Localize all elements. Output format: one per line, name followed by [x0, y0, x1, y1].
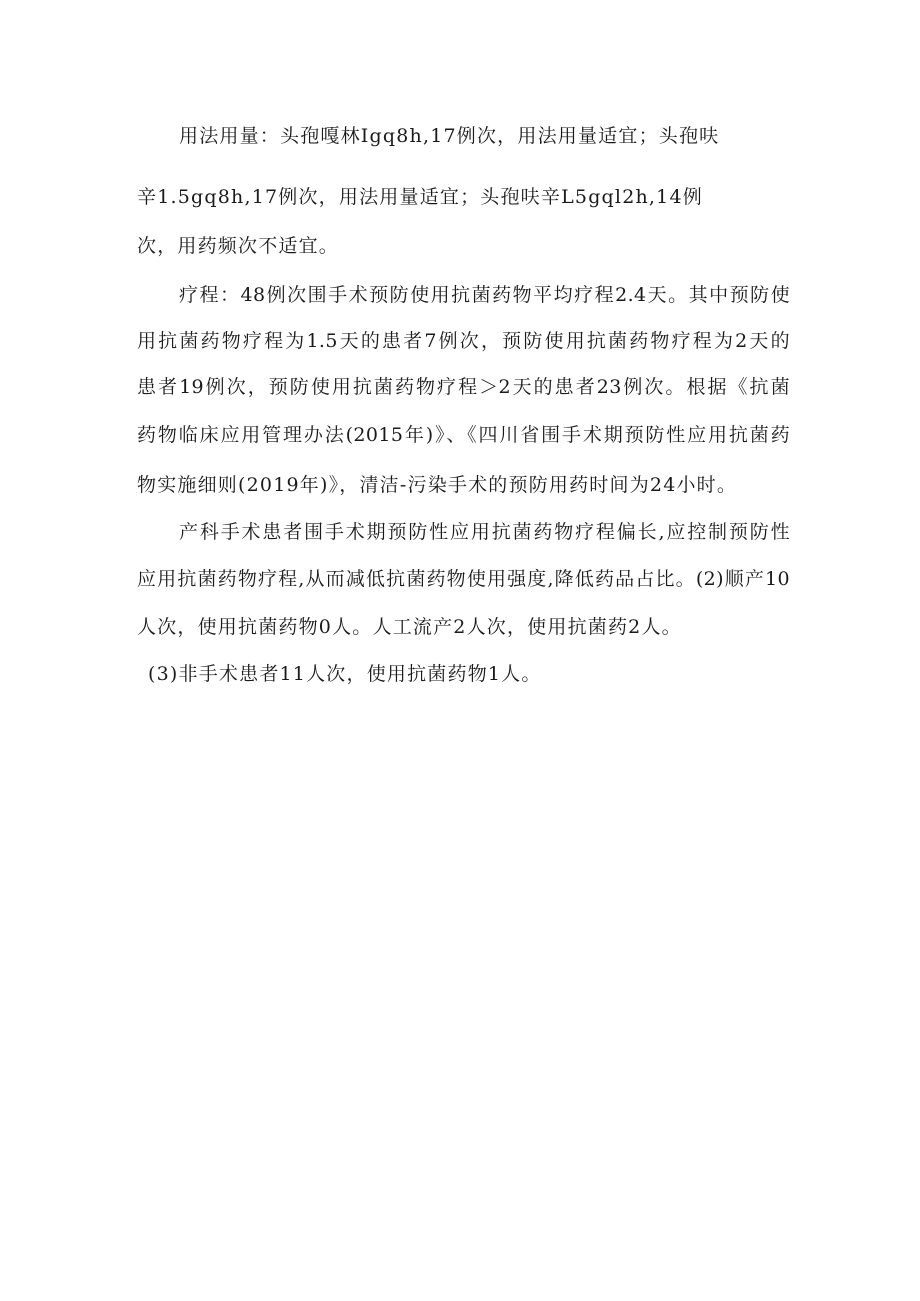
text-line-dosage-3: 次，用药频次不适宜。 — [137, 235, 340, 257]
text-line-course-2: 用抗菌药物疗程为1.5天的患者7例次，预防使用抗菌药物疗程为2天的 — [137, 330, 790, 352]
text-line-course-1: 疗程：48例次围手术预防使用抗菌药物平均疗程2.4天。其中预防使 — [179, 284, 790, 306]
text-line-obstetrics-2: 应用抗菌药物疗程,从而减低抗菌药物使用强度,降低药品占比。(2)顺产10 — [137, 568, 790, 590]
text-line-course-3: 患者19例次，预防使用抗菌药物疗程＞2天的患者23例次。根据《抗菌 — [137, 376, 790, 398]
text-line-non-surgical: (3)非手术患者11人次，使用抗菌药物1人。 — [148, 663, 542, 685]
text-line-obstetrics-1: 产科手术患者围手术期预防性应用抗菌药物疗程偏长,应控制预防性 — [179, 521, 790, 543]
text-line-dosage-1: 用法用量：头孢嘎林Igq8h,17例次，用法用量适宜；头孢呋 — [179, 125, 720, 147]
text-line-course-4: 药物临床应用管理办法(2015年)》、《四川省围手术期预防性应用抗菌药 — [137, 424, 790, 446]
text-line-obstetrics-3: 人次，使用抗菌药物0人。人工流产2人次，使用抗菌药2人。 — [137, 616, 682, 638]
text-line-course-5: 物实施细则(2019年)》，清洁-污染手术的预防用药时间为24小时。 — [137, 474, 738, 496]
text-line-dosage-2: 辛1.5gq8h,17例次，用法用量适宜；头孢呋辛L5gql2h,14例 — [137, 186, 703, 208]
